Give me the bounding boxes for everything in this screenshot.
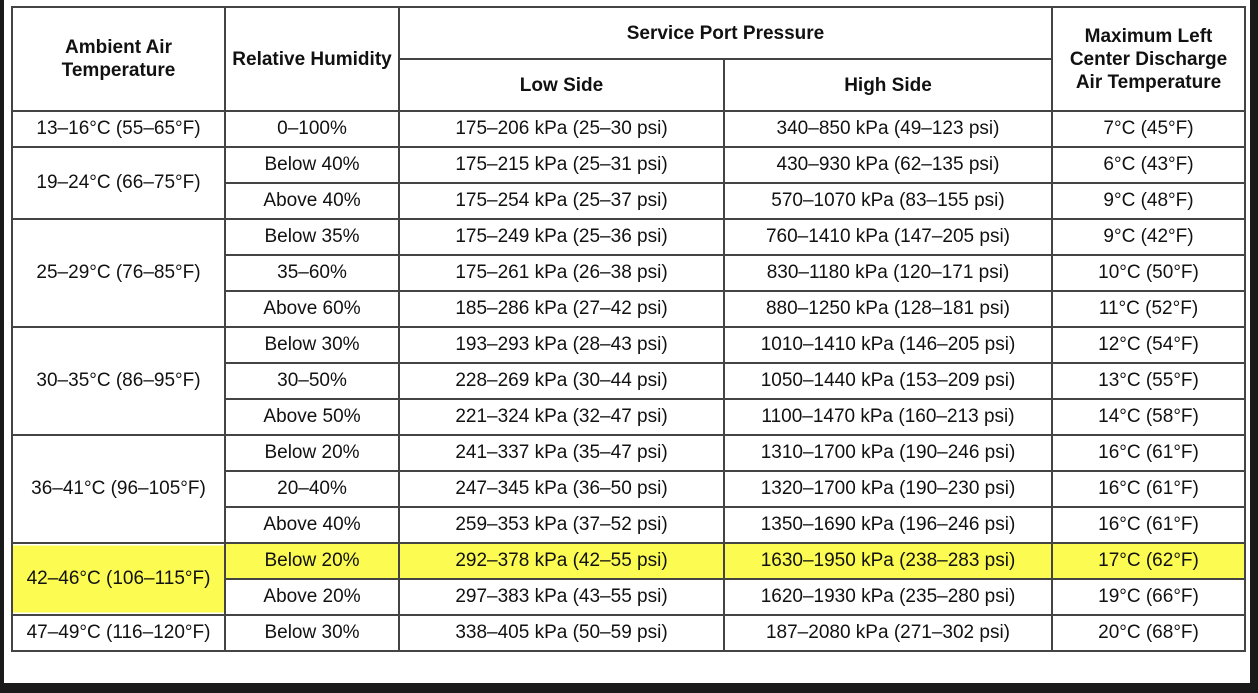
cell-relative-humidity: Below 35% bbox=[225, 219, 399, 255]
cell-relative-humidity: Above 20% bbox=[225, 579, 399, 615]
table-header bbox=[12, 7, 1245, 111]
cell-max-discharge-temperature: 9°C (42°F) bbox=[1052, 219, 1245, 255]
cell-relative-humidity: 0–100% bbox=[225, 111, 399, 147]
cell-relative-humidity: Above 40% bbox=[225, 183, 399, 219]
cell-low-side-pressure: 175–249 kPa (25–36 psi) bbox=[399, 219, 724, 255]
cell-low-side-pressure: 175–261 kPa (26–38 psi) bbox=[399, 255, 724, 291]
cell-high-side-pressure: 760–1410 kPa (147–205 psi) bbox=[724, 219, 1052, 255]
cell-low-side-pressure: 338–405 kPa (50–59 psi) bbox=[399, 615, 724, 651]
cell-low-side-pressure: 175–215 kPa (25–31 psi) bbox=[399, 147, 724, 183]
cell-max-discharge-temperature: 12°C (54°F) bbox=[1052, 327, 1245, 363]
cell-max-discharge-temperature: 16°C (61°F) bbox=[1052, 471, 1245, 507]
cell-ambient-temperature: 19–24°C (66–75°F) bbox=[12, 147, 225, 219]
cell-relative-humidity: Above 50% bbox=[225, 399, 399, 435]
cell-max-discharge-temperature: 10°C (50°F) bbox=[1052, 255, 1245, 291]
cell-high-side-pressure: 1630–1950 kPa (238–283 psi) bbox=[724, 543, 1052, 579]
cell-ambient-temperature: 25–29°C (76–85°F) bbox=[12, 219, 225, 327]
cell-max-discharge-temperature: 13°C (55°F) bbox=[1052, 363, 1245, 399]
table-row bbox=[12, 543, 1245, 579]
cell-low-side-pressure: 175–254 kPa (25–37 psi) bbox=[399, 183, 724, 219]
cell-max-discharge-temperature: 16°C (61°F) bbox=[1052, 507, 1245, 543]
cell-high-side-pressure: 1100–1470 kPa (160–213 psi) bbox=[724, 399, 1052, 435]
table-body bbox=[12, 111, 1245, 651]
cell-max-discharge-temperature: 6°C (43°F) bbox=[1052, 147, 1245, 183]
cell-max-discharge-temperature: 16°C (61°F) bbox=[1052, 435, 1245, 471]
cell-relative-humidity: Below 40% bbox=[225, 147, 399, 183]
cell-ambient-temperature: 13–16°C (55–65°F) bbox=[12, 111, 225, 147]
cell-max-discharge-temperature: 11°C (52°F) bbox=[1052, 291, 1245, 327]
table-row bbox=[12, 111, 1245, 147]
cell-max-discharge-temperature: 14°C (58°F) bbox=[1052, 399, 1245, 435]
header-service-port-pressure: Service Port Pressure bbox=[399, 7, 1052, 59]
pressure-chart-table bbox=[11, 6, 1246, 652]
header-ambient-temperature: Ambient Air Temperature bbox=[12, 7, 225, 111]
cell-max-discharge-temperature: 9°C (48°F) bbox=[1052, 183, 1245, 219]
cell-low-side-pressure: 297–383 kPa (43–55 psi) bbox=[399, 579, 724, 615]
cell-relative-humidity: Above 40% bbox=[225, 507, 399, 543]
cell-relative-humidity: Below 30% bbox=[225, 615, 399, 651]
cell-max-discharge-temperature: 20°C (68°F) bbox=[1052, 615, 1245, 651]
cell-high-side-pressure: 430–930 kPa (62–135 psi) bbox=[724, 147, 1052, 183]
header-low-side: Low Side bbox=[399, 59, 724, 111]
cell-max-discharge-temperature: 19°C (66°F) bbox=[1052, 579, 1245, 615]
cell-high-side-pressure: 1050–1440 kPa (153–209 psi) bbox=[724, 363, 1052, 399]
cell-high-side-pressure: 1620–1930 kPa (235–280 psi) bbox=[724, 579, 1052, 615]
header-max-discharge-temperature: Maximum Left Center Discharge Air Temperature bbox=[1052, 7, 1245, 111]
cell-high-side-pressure: 1320–1700 kPa (190–230 psi) bbox=[724, 471, 1052, 507]
cell-ambient-temperature: 42–46°C (106–115°F) bbox=[12, 543, 225, 615]
cell-relative-humidity: Below 30% bbox=[225, 327, 399, 363]
document-sheet bbox=[4, 0, 1250, 683]
table-row bbox=[12, 615, 1245, 651]
table-row bbox=[12, 327, 1245, 363]
cell-low-side-pressure: 185–286 kPa (27–42 psi) bbox=[399, 291, 724, 327]
cell-low-side-pressure: 241–337 kPa (35–47 psi) bbox=[399, 435, 724, 471]
cell-low-side-pressure: 228–269 kPa (30–44 psi) bbox=[399, 363, 724, 399]
cell-low-side-pressure: 259–353 kPa (37–52 psi) bbox=[399, 507, 724, 543]
cell-low-side-pressure: 221–324 kPa (32–47 psi) bbox=[399, 399, 724, 435]
cell-high-side-pressure: 1310–1700 kPa (190–246 psi) bbox=[724, 435, 1052, 471]
cell-high-side-pressure: 830–1180 kPa (120–171 psi) bbox=[724, 255, 1052, 291]
table-row bbox=[12, 435, 1245, 471]
cell-high-side-pressure: 187–2080 kPa (271–302 psi) bbox=[724, 615, 1052, 651]
header-row-top bbox=[12, 7, 1245, 59]
cell-low-side-pressure: 193–293 kPa (28–43 psi) bbox=[399, 327, 724, 363]
cell-relative-humidity: 30–50% bbox=[225, 363, 399, 399]
cell-max-discharge-temperature: 7°C (45°F) bbox=[1052, 111, 1245, 147]
table-row bbox=[12, 219, 1245, 255]
cell-high-side-pressure: 1350–1690 kPa (196–246 psi) bbox=[724, 507, 1052, 543]
header-relative-humidity: Relative Humidity bbox=[225, 7, 399, 111]
cell-relative-humidity: Above 60% bbox=[225, 291, 399, 327]
cell-low-side-pressure: 247–345 kPa (36–50 psi) bbox=[399, 471, 724, 507]
table-row bbox=[12, 147, 1245, 183]
cell-relative-humidity: 35–60% bbox=[225, 255, 399, 291]
cell-high-side-pressure: 340–850 kPa (49–123 psi) bbox=[724, 111, 1052, 147]
cell-high-side-pressure: 1010–1410 kPa (146–205 psi) bbox=[724, 327, 1052, 363]
cell-ambient-temperature: 30–35°C (86–95°F) bbox=[12, 327, 225, 435]
cell-relative-humidity: Below 20% bbox=[225, 435, 399, 471]
cell-low-side-pressure: 175–206 kPa (25–30 psi) bbox=[399, 111, 724, 147]
cell-relative-humidity: Below 20% bbox=[225, 543, 399, 579]
cell-max-discharge-temperature: 17°C (62°F) bbox=[1052, 543, 1245, 579]
header-high-side: High Side bbox=[724, 59, 1052, 111]
cell-ambient-temperature: 36–41°C (96–105°F) bbox=[12, 435, 225, 543]
cell-high-side-pressure: 880–1250 kPa (128–181 psi) bbox=[724, 291, 1052, 327]
cell-relative-humidity: 20–40% bbox=[225, 471, 399, 507]
cell-ambient-temperature: 47–49°C (116–120°F) bbox=[12, 615, 225, 651]
cell-high-side-pressure: 570–1070 kPa (83–155 psi) bbox=[724, 183, 1052, 219]
cell-low-side-pressure: 292–378 kPa (42–55 psi) bbox=[399, 543, 724, 579]
